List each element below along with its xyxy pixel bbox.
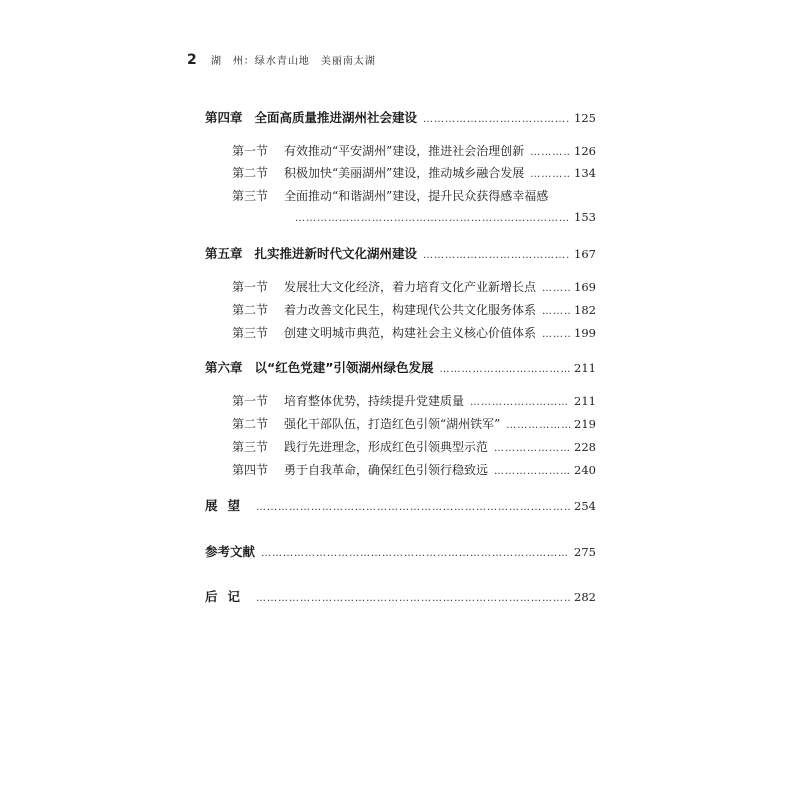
- toc-section-5-1[interactable]: [232, 278, 596, 295]
- page-number: 199: [574, 326, 596, 340]
- leader-dots: [423, 250, 570, 261]
- page-number: 125: [574, 111, 596, 125]
- page-number: 182: [574, 303, 596, 317]
- leader-dots: [256, 502, 570, 513]
- toc-chapter-6[interactable]: [205, 358, 596, 376]
- section-label: 第一节: [232, 280, 269, 294]
- page-number: 275: [574, 545, 596, 559]
- section-title: 有效推动“平安湖州”建设，推进社会治理创新: [284, 144, 525, 158]
- toc-section-4-3-continuation[interactable]: [295, 210, 596, 224]
- page-number: 126: [574, 144, 596, 158]
- page-number: 219: [574, 417, 596, 431]
- entry-label: 后记: [205, 589, 251, 604]
- toc-section-6-3[interactable]: [232, 438, 596, 455]
- toc-chapter-4[interactable]: [205, 108, 596, 126]
- section-label: 第三节: [232, 440, 269, 454]
- entry-label: 参考文献: [205, 544, 256, 559]
- toc-section-6-2[interactable]: [232, 415, 596, 432]
- toc-section-5-2[interactable]: [232, 301, 596, 318]
- page-number: 254: [574, 499, 596, 513]
- toc-chapter-5[interactable]: [205, 244, 596, 262]
- section-title: 全面推动“和谐湖州”建设，提升民众获得感幸福感: [284, 189, 549, 203]
- toc-section-4-2[interactable]: [232, 164, 596, 181]
- toc-section-4-3[interactable]: [232, 187, 596, 204]
- section-title: 践行先进理念，形成红色引领典型示范: [284, 440, 489, 454]
- header-page-number: 2: [187, 52, 197, 68]
- page-number: 169: [574, 280, 596, 294]
- toc-section-5-3[interactable]: [232, 324, 596, 341]
- leader-dots: [261, 548, 570, 559]
- leader-dots: [494, 443, 570, 454]
- section-title: 着力改善文化民生，构建现代公共文化服务体系: [284, 303, 537, 317]
- section-title: 勇于自我革命，确保红色引领行稳致远: [284, 463, 489, 477]
- section-title: 创建文明城市典范，构建社会主义核心价值体系: [284, 326, 537, 340]
- header-running-title: 湖 州：绿水青山地 美丽南太湖: [210, 56, 376, 67]
- leader-dots: [295, 213, 570, 224]
- section-label: 第三节: [232, 326, 269, 340]
- section-label: 第一节: [232, 144, 269, 158]
- toc-afterword[interactable]: [205, 587, 596, 605]
- toc-section-6-1[interactable]: [232, 392, 596, 409]
- section-title: 发展壮大文化经济，着力培育文化产业新增长点: [284, 280, 537, 294]
- section-label: 第四节: [232, 463, 269, 477]
- section-title: 积极加快“美丽湖州”建设，推动城乡融合发展: [284, 166, 525, 180]
- leader-dots: [439, 364, 570, 375]
- chapter-label: 第五章: [205, 246, 243, 261]
- page-number: 153: [574, 210, 596, 224]
- chapter-title: 扎实推进新时代文化湖州建设: [254, 246, 418, 261]
- page-number: 134: [574, 166, 596, 180]
- section-label: 第二节: [232, 417, 269, 431]
- chapter-title: 全面高质量推进湖州社会建设: [254, 110, 418, 125]
- toc-section-6-4[interactable]: [232, 461, 596, 478]
- section-title: 培育整体优势，持续提升党建质量: [284, 394, 465, 408]
- leader-dots: [530, 169, 570, 180]
- page-number: 228: [574, 440, 596, 454]
- leader-dots: [506, 420, 570, 431]
- page-number: 282: [574, 590, 596, 604]
- leader-dots: [542, 306, 570, 317]
- page-number: 211: [574, 361, 596, 375]
- page-number: 240: [574, 463, 596, 477]
- page-number: 211: [574, 394, 596, 408]
- leader-dots: [423, 114, 570, 125]
- leader-dots: [542, 329, 570, 340]
- chapter-label: 第六章: [205, 360, 243, 375]
- leader-dots: [470, 397, 570, 408]
- leader-dots: [494, 466, 570, 477]
- section-label: 第二节: [232, 303, 269, 317]
- section-label: 第二节: [232, 166, 269, 180]
- toc-outlook[interactable]: [205, 496, 596, 514]
- toc-references[interactable]: [205, 542, 596, 560]
- leader-dots: [542, 283, 570, 294]
- section-title: 强化干部队伍，打造红色引领“湖州铁军”: [284, 417, 501, 431]
- page-number: 167: [574, 247, 596, 261]
- chapter-title: 以“红色党建”引领湖州绿色发展: [254, 360, 434, 375]
- section-label: 第一节: [232, 394, 269, 408]
- section-label: 第三节: [232, 189, 269, 203]
- chapter-label: 第四章: [205, 110, 243, 125]
- leader-dots: [256, 593, 570, 604]
- leader-dots: [530, 147, 570, 158]
- toc-section-4-1[interactable]: [232, 142, 596, 159]
- entry-label: 展望: [205, 498, 251, 513]
